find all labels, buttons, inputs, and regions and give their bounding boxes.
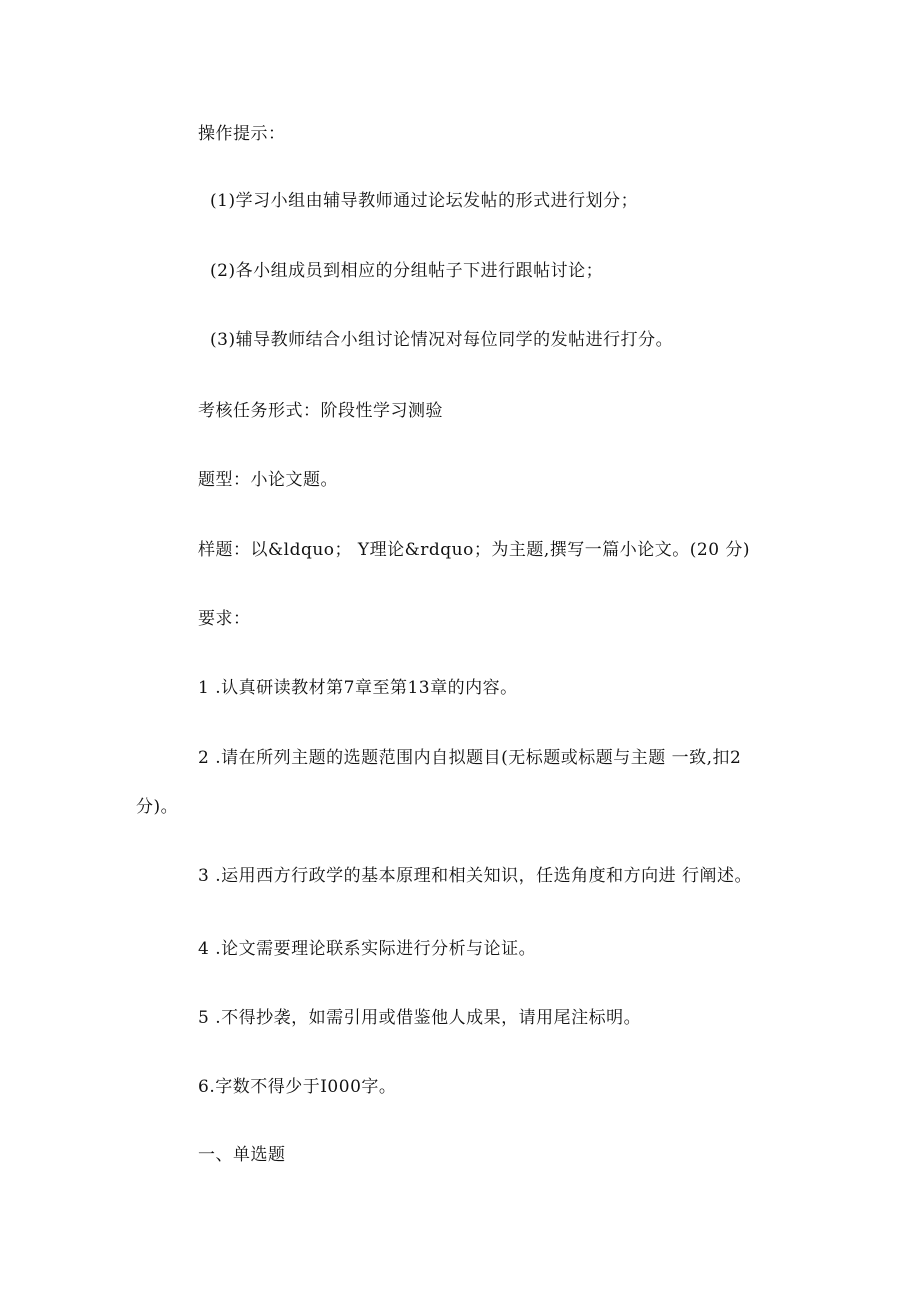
step-3: (3)辅导教师结合小组讨论情况对每位同学的发帖进行打分。 [210, 330, 674, 350]
sample-question: 样题：以&ldquo； Y理论&rdquo；为主题,撰写一篇小论文。(20 分) [198, 540, 751, 560]
operation-heading: 操作提示： [198, 124, 286, 144]
requirement-2-line-2: 分)。 [136, 797, 179, 817]
requirement-5: 5 .不得抄袭，如需引用或借鉴他人成果，请用尾注标明。 [198, 1008, 642, 1028]
section-title: 一、单选题 [198, 1145, 286, 1165]
requirements-heading: 要求： [198, 609, 251, 629]
question-type: 题型：小论文题。 [198, 470, 338, 490]
assessment-form: 考核任务形式：阶段性学习测验 [198, 401, 443, 421]
requirement-6: 6.字数不得少于I000字。 [198, 1077, 397, 1097]
requirement-3: 3 .运用西方行政学的基本原理和相关知识，任选角度和方向进 行阐述。 [198, 866, 753, 886]
requirement-1: 1 .认真研读教材第7章至第13章的内容。 [198, 678, 518, 698]
requirement-4: 4 .论文需要理论联系实际进行分析与论证。 [198, 939, 537, 959]
step-1: (1)学习小组由辅导教师通过论坛发帖的形式进行划分； [210, 191, 639, 211]
step-2: (2)各小组成员到相应的分组帖子下进行跟帖讨论； [210, 261, 604, 281]
requirement-2-line-1: 2 .请在所列主题的选题范围内自拟题目(无标题或标题与主题 一致,扣2 [198, 748, 742, 768]
